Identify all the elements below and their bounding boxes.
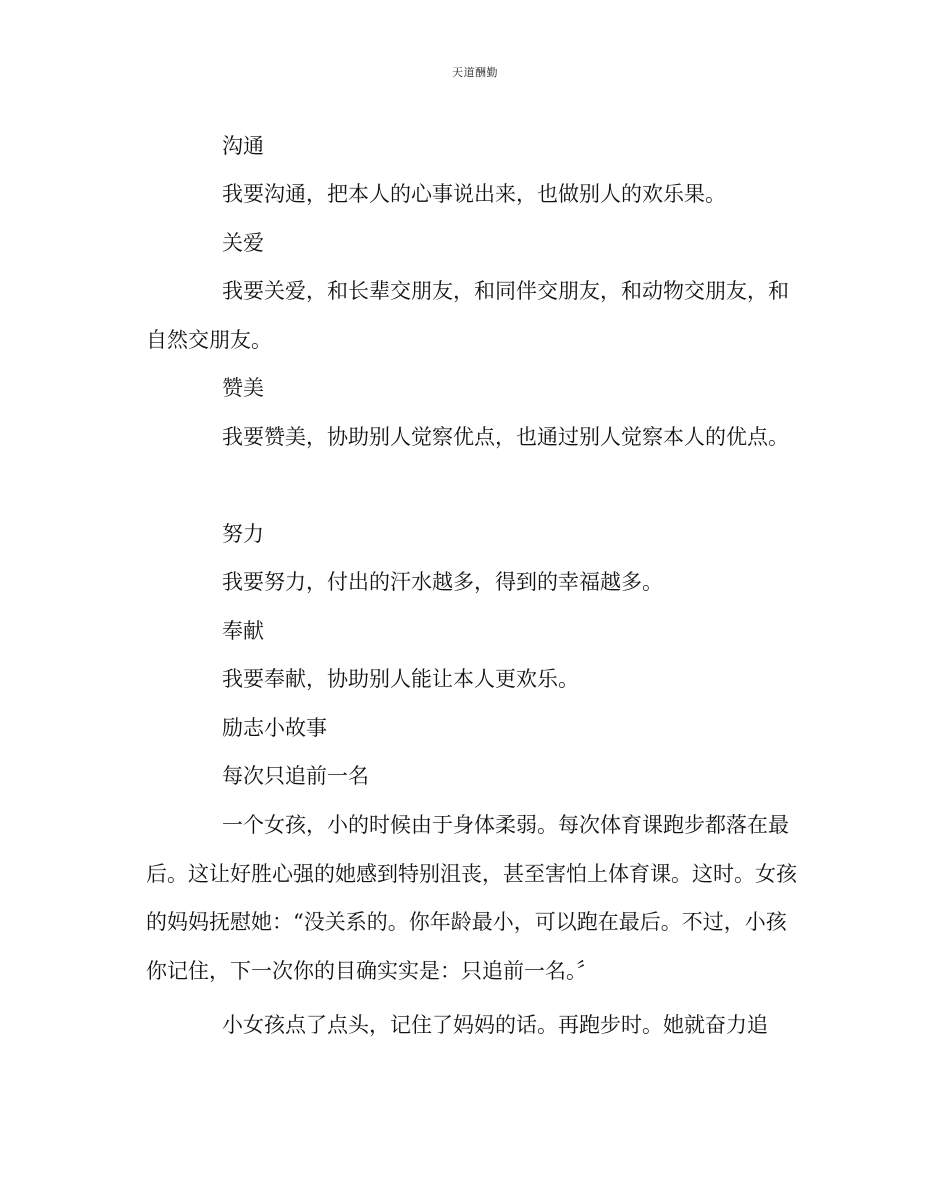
paragraph-nuli: 我要努力，付出的汗水越多，得到的幸福越多。	[222, 570, 663, 594]
heading-lizhi-story: 励志小故事	[222, 716, 327, 740]
heading-zanmei: 赞美	[222, 376, 264, 400]
paragraph-goutong: 我要沟通，把本人的心事说出来，也做别人的欢乐果。	[222, 182, 726, 206]
heading-guanai: 关爱	[222, 231, 264, 255]
paragraph-zanmei: 我要赞美，协助别人觉察优点，也通过别人觉察本人的优点。	[222, 425, 789, 449]
paragraph-guanai: 我要关爱，和长辈交朋友，和同伴交朋友，和动物交朋友，和自然交朋友。	[146, 279, 789, 352]
page-header: 天道酬勤	[452, 66, 498, 79]
story-title: 每次只追前一名	[222, 764, 369, 788]
heading-goutong: 沟通	[222, 134, 264, 158]
story-paragraph-2: 小女孩点了点头，记住了妈妈的话。再跑步时。她就奋力追	[222, 1013, 768, 1037]
heading-nuli: 努力	[222, 522, 264, 546]
paragraph-fengxian: 我要奉献，协助别人能让本人更欢乐。	[222, 667, 579, 691]
heading-fengxian: 奉献	[222, 619, 264, 643]
story-paragraph-1: 一个女孩，小的时候由于身体柔弱。每次体育课跑步都落在最后。这让好胜心强的她感到特别沮丧，甚至害怕上体育课。这时。女孩的妈妈抚慰她：“没关系的。你年龄最小，可以跑在最后。不过，小孩你记住，下一次你的目确实实是：只追前一名。〞	[146, 813, 797, 983]
